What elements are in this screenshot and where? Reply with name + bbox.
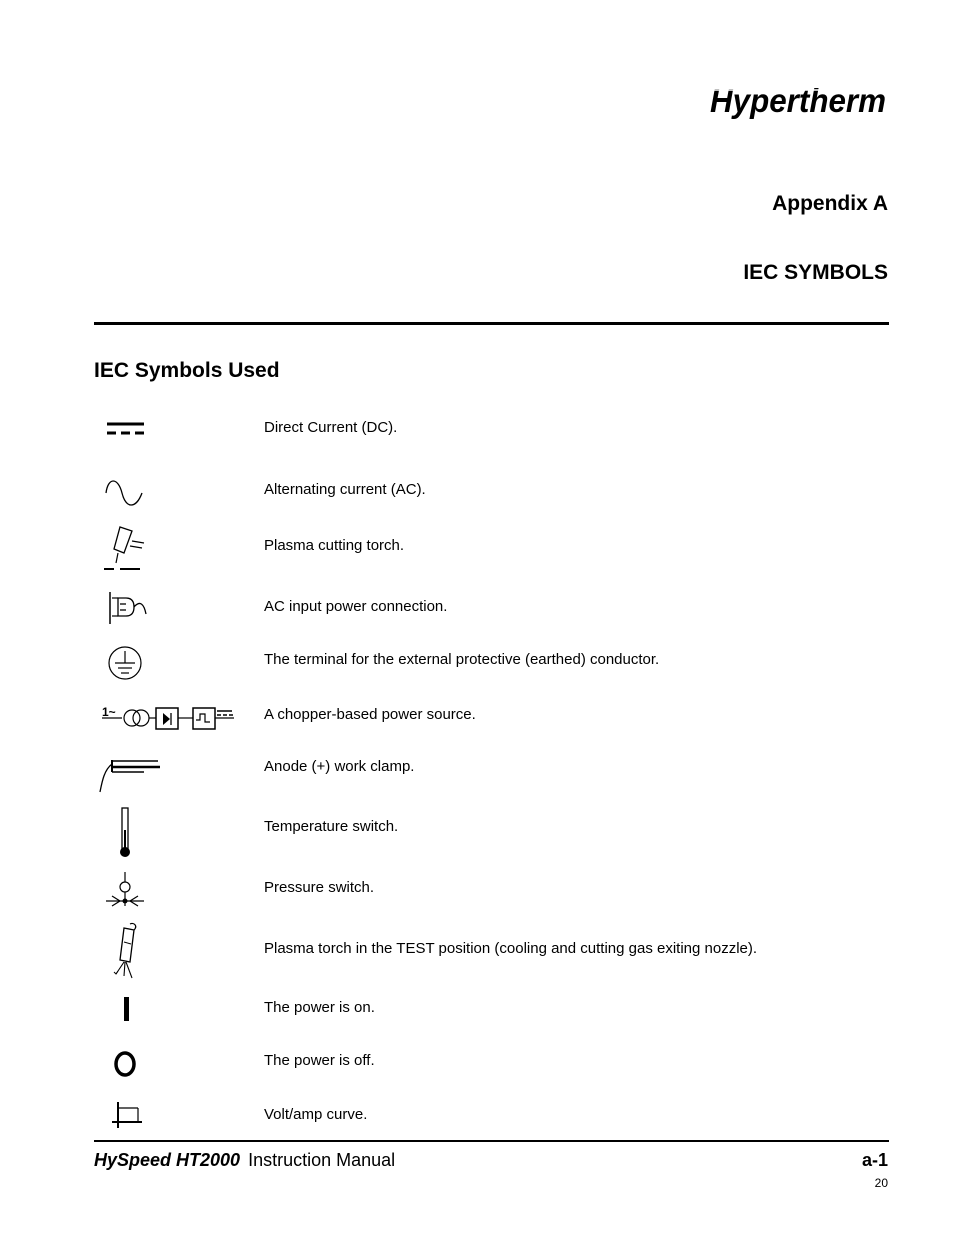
ac-input-plug-icon [94,590,154,630]
symbol-description: A chopper-based power source. [264,706,476,723]
footer-page-label: a-1 [861,1150,888,1170]
symbol-description: The power is off. [264,1052,375,1069]
direct-current-icon [94,410,154,450]
torch-test-icon [94,918,154,986]
symbol-description: The power is on. [264,999,375,1016]
chapter-title: IEC SYMBOLS [743,261,888,284]
header-divider [94,322,889,325]
footer-divider [94,1140,889,1142]
thermometer-icon [94,806,154,860]
footer-title [94,1150,395,1171]
footer-page-number: 20 [874,1176,888,1190]
pressure-switch-icon [94,870,154,912]
power-off-icon [94,1046,154,1082]
symbol-description: Plasma torch in the TEST position (cooling and cutting gas exiting nozzle). [264,940,758,957]
svg-text:Hypertherm: Hypertherm [710,82,886,119]
power-on-icon [94,993,154,1027]
plasma-torch-icon [94,523,154,575]
alternating-current-icon [94,473,154,513]
volt-amp-curve-icon [94,1098,154,1132]
symbol-description: AC input power connection. [264,598,448,615]
hypertherm-logo [708,80,890,122]
symbol-description: Anode (+) work clamp. [264,758,415,775]
section-heading: IEC Symbols Used [94,359,280,382]
work-clamp-icon [94,752,164,796]
symbol-description: Pressure switch. [264,879,375,896]
symbol-description: Alternating current (AC). [264,481,426,498]
appendix-title: Appendix A [772,192,888,215]
chopper-phase-label: 1~ [102,705,116,719]
footer-product-name: HySpeed HT2000 [94,1150,241,1170]
chopper-power-source-icon [100,698,250,738]
symbol-description: Plasma cutting torch. [264,537,405,554]
footer-manual-label: Instruction Manual [248,1150,396,1170]
symbol-description: Direct Current (DC). [264,419,398,436]
protective-earth-icon [94,643,154,685]
symbol-description: Volt/amp curve. [264,1106,368,1123]
symbol-description: Temperature switch. [264,818,399,835]
symbol-description: The terminal for the external protective (earthed) conductor. [264,651,660,668]
